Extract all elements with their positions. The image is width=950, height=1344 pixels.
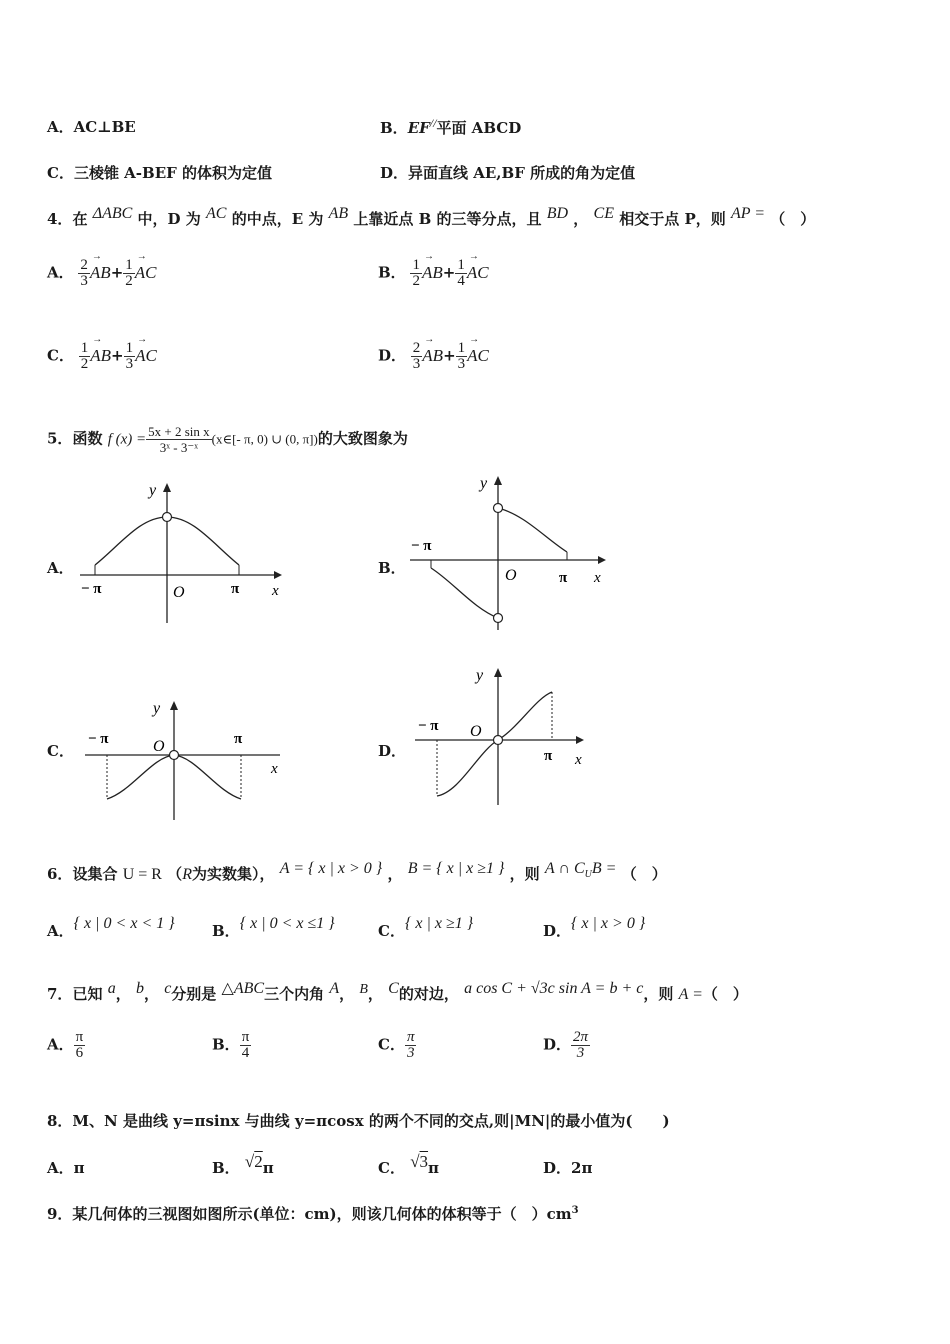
fraction	[78, 258, 90, 289]
curve	[437, 692, 552, 796]
numerator: 2π	[573, 1029, 589, 1045]
q6-math-u: U = R	[122, 866, 162, 883]
q5-fraction	[146, 424, 212, 455]
numerator: π	[75, 1029, 84, 1045]
denominator: 3	[412, 356, 421, 372]
q7-option-d-label: D．	[543, 1035, 572, 1054]
q7-option-c-label: C．	[378, 1035, 405, 1054]
q8-option-b-label: B．	[212, 1159, 240, 1177]
x-label: x	[575, 752, 582, 768]
q4-option-d[interactable]	[378, 341, 489, 372]
q7-option-b[interactable]	[212, 1030, 251, 1061]
q3-option-d-text: D．异面直线 AE,BF 所成的角为定值	[380, 164, 636, 182]
numerator: 1	[125, 340, 134, 356]
q4-text-6: 相交于点 P，则	[619, 210, 726, 228]
denominator: 3	[80, 273, 88, 289]
fraction	[455, 258, 467, 289]
x-axis-arrow	[576, 736, 584, 744]
q4-text-5: ，	[573, 210, 589, 228]
numerator: 1	[412, 257, 420, 273]
q8-option-d-label: D．	[543, 1159, 572, 1177]
q4-number: 4．	[47, 210, 73, 228]
x-label: x	[594, 570, 601, 586]
q3-option-d[interactable]	[380, 162, 635, 183]
q6-text-5: ，则	[509, 865, 540, 883]
parallel-symbol: //	[429, 116, 437, 130]
q3-option-b[interactable]	[380, 116, 521, 138]
q6-stem	[47, 860, 667, 884]
q4-option-d-label: D．	[378, 346, 407, 365]
numerator: 2	[412, 340, 421, 356]
open-point-top	[494, 504, 503, 513]
q5-graph-a[interactable]	[75, 475, 290, 630]
q4-text-7: （ ）	[770, 210, 816, 228]
q6-option-d[interactable]	[543, 912, 646, 940]
q8-option-d[interactable]	[543, 1157, 592, 1178]
fraction	[456, 341, 468, 372]
vector-ab: → AB	[422, 263, 443, 283]
pi-label: π	[559, 570, 568, 586]
q6-text-4: ，	[387, 865, 403, 883]
origin-label: O	[505, 567, 517, 584]
q4-option-a[interactable]	[47, 258, 157, 289]
q6-option-b-label: B．	[212, 922, 240, 940]
q3-option-b-label: B．	[380, 119, 408, 137]
fraction	[79, 341, 91, 372]
fraction	[411, 341, 423, 372]
q4-math-ac: AC	[206, 205, 227, 222]
curve-left	[431, 568, 498, 618]
denominator: 2	[412, 273, 420, 289]
q4-option-a-label: A．	[47, 263, 74, 282]
denominator: 2	[125, 273, 133, 289]
q4-option-b-label: B．	[378, 263, 406, 282]
q7-angle-a: A	[329, 980, 340, 997]
q5-graph-d[interactable]	[410, 660, 610, 810]
y-axis-arrow	[163, 483, 171, 492]
q7-text-1: 已知	[72, 985, 103, 1003]
q4-math-ce: CE	[593, 205, 614, 222]
denominator: 2	[80, 356, 89, 372]
numerator: π	[241, 1029, 250, 1045]
q6-option-d-label: D．	[543, 922, 572, 940]
q6-option-d-text: { x | x > 0 }	[571, 915, 646, 932]
pi-label: π	[544, 748, 553, 764]
q6-option-a[interactable]	[47, 912, 175, 940]
q8-stem: 8．M、N 是曲线 y=πsinx 与曲线 y=πcosx 的两个不同的交点,则|MN|的最小值为( )	[47, 1112, 670, 1130]
numerator: 2	[80, 257, 88, 273]
pi-label: π	[231, 581, 240, 597]
plus-sign: +	[110, 263, 124, 282]
q5-text-2: 的大致图象为	[317, 429, 408, 448]
q4-option-b[interactable]	[378, 258, 489, 289]
x-label: x	[271, 761, 278, 777]
q3-option-b-math: EF	[407, 119, 430, 137]
q3-option-c-text: C．三棱锥 A-BEF 的体积为定值	[47, 164, 273, 182]
q6-set-b: B = { x | x ≥1 }	[407, 860, 505, 877]
vector-ab: → AB	[90, 346, 111, 366]
open-point-bottom	[494, 614, 503, 623]
y-label: y	[153, 700, 161, 717]
q7-number: 7．	[47, 985, 73, 1003]
q7-math-triangle: △ABC	[221, 980, 265, 997]
q8-option-c-text: π	[428, 1159, 440, 1177]
q7-math-b: b	[135, 980, 144, 997]
neg-pi-label: − π	[88, 731, 109, 747]
denominator: 4	[241, 1045, 250, 1061]
denominator: 4	[457, 273, 465, 289]
neg-pi-label: − π	[418, 718, 439, 734]
q6-text-1: 设集合	[72, 865, 118, 883]
y-label: y	[476, 667, 484, 684]
denominator: 3	[576, 1045, 585, 1061]
y-label: y	[480, 475, 488, 492]
fraction	[405, 1030, 417, 1061]
q4-option-c[interactable]	[47, 341, 157, 372]
plus-sign: +	[443, 346, 456, 365]
q7-text-5: 三个内角	[264, 985, 325, 1003]
neg-pi-label: − π	[411, 538, 432, 554]
q3-option-a[interactable]	[47, 116, 136, 137]
q7-text-6: ，	[339, 985, 355, 1003]
origin-label: O	[173, 584, 185, 601]
q6-text-2: （	[167, 865, 183, 883]
q3-option-c[interactable]	[47, 162, 272, 183]
q6-option-c[interactable]	[378, 912, 474, 940]
q5-option-c-label[interactable]: C．	[47, 742, 74, 760]
q5-option-d-label[interactable]: D．	[378, 742, 407, 760]
q7-text-9: ，则	[643, 985, 674, 1003]
q8-option-a-label: A．	[47, 1159, 74, 1177]
x-label: x	[272, 583, 279, 599]
pi-label: π	[234, 731, 243, 747]
curve-right	[498, 508, 567, 552]
q5-option-b-label[interactable]: B．	[378, 559, 406, 577]
fraction	[124, 341, 136, 372]
q7-option-a-label: A．	[47, 1035, 74, 1054]
numerator: 1	[80, 340, 89, 356]
q7-option-d[interactable]	[543, 1030, 590, 1061]
q6-option-c-text: { x | x ≥1 }	[404, 915, 474, 932]
q8-option-b[interactable]	[212, 1152, 274, 1178]
q4-stem	[47, 205, 815, 229]
q7-option-b-label: B．	[212, 1035, 240, 1054]
y-axis-arrow	[170, 701, 178, 710]
fraction	[123, 258, 135, 289]
q4-math-ab: AB	[328, 205, 349, 222]
q7-text-8: 的对边，	[398, 985, 459, 1003]
x-axis-arrow	[598, 556, 606, 564]
q5-number: 5．	[47, 429, 73, 448]
q6-number: 6．	[47, 865, 73, 883]
q7-text-10: （ ）	[702, 985, 748, 1003]
q6-math-intersection: A ∩ C	[544, 860, 585, 877]
q6-option-a-label: A．	[47, 922, 74, 940]
vector-ac: → AC	[467, 346, 489, 366]
open-point	[494, 736, 503, 745]
q8-option-a[interactable]	[47, 1157, 85, 1178]
q9-stem	[47, 1203, 579, 1224]
q8-option-b-text: π	[262, 1159, 274, 1177]
numerator: 5x + 2 sin x	[148, 424, 210, 439]
q7-option-c[interactable]	[378, 1030, 416, 1061]
q5-graph-c[interactable]	[80, 695, 290, 825]
neg-pi-label: − π	[81, 581, 102, 597]
q7-math-answer: A =	[678, 986, 703, 1003]
origin-label: O	[470, 723, 482, 740]
q6-math-r: R	[182, 866, 192, 883]
radicand: 3	[419, 1152, 429, 1171]
q4-text-2: 中，D 为	[137, 210, 201, 228]
q7-angle-b: B	[359, 982, 368, 997]
q6-set-a: A = { x | x > 0 }	[279, 860, 383, 877]
q3-option-a-text: A．AC⊥BE	[47, 118, 136, 136]
q6-option-c-label: C．	[378, 922, 405, 940]
q8-option-c-label: C．	[378, 1159, 405, 1177]
denominator: 6	[75, 1045, 84, 1061]
q4-option-c-label: C．	[47, 346, 74, 365]
q4-text-1: 在	[72, 210, 88, 228]
open-point	[170, 751, 179, 760]
q5-domain: (x∈[- π, 0) ∪ (0, π])	[211, 431, 318, 447]
x-axis-arrow	[274, 571, 282, 579]
y-axis-arrow	[494, 476, 502, 485]
q8-option-a-text: π	[73, 1159, 85, 1177]
q7-math-a: a	[107, 980, 116, 997]
q4-math-bd: BD	[546, 205, 569, 222]
q7-angle-c: C	[388, 980, 399, 997]
sqrt-icon: √3	[410, 1152, 429, 1171]
q5-option-a-label[interactable]: A．	[47, 559, 74, 577]
denominator: 3	[406, 1045, 415, 1061]
q6-sub-u: U	[584, 869, 592, 881]
fraction	[74, 1030, 86, 1061]
q4-math-triangle: ΔABC	[92, 205, 133, 222]
q7-text-3: ，	[143, 985, 159, 1003]
numerator: 1	[125, 257, 133, 273]
q5-function-name: f (x) =	[107, 431, 147, 448]
numerator: 1	[457, 340, 466, 356]
fraction	[240, 1030, 252, 1061]
q7-stem	[47, 978, 748, 1004]
q4-math-ap: AP =	[730, 205, 766, 222]
denominator: 3ˣ - 3⁻ˣ	[159, 440, 198, 455]
q6-text-3: 为实数集），	[191, 865, 275, 883]
q9-text: 9．某几何体的三视图如图所示(单位：cm)，则该几何体的体积等于（ ）cm	[47, 1205, 572, 1223]
q9-superscript: 3	[571, 1205, 579, 1216]
denominator: 3	[125, 356, 134, 372]
vector-ab: → AB	[422, 346, 443, 366]
q7-equation: a cos C + √3c sin A = b + c	[464, 980, 644, 997]
q4-text-4: 上靠近点 B 的三等分点，且	[353, 210, 542, 228]
q7-text-7: ，	[367, 985, 383, 1003]
q6-option-a-text: { x | 0 < x < 1 }	[73, 915, 175, 932]
numerator: 1	[457, 257, 465, 273]
q7-text-2: ，	[115, 985, 131, 1003]
open-point	[163, 513, 172, 522]
radicand: 2	[254, 1152, 263, 1171]
q7-math-c: c	[164, 980, 172, 997]
q8-option-d-text: 2π	[571, 1159, 593, 1177]
origin-label: O	[153, 738, 165, 755]
fraction	[571, 1030, 590, 1061]
q7-option-a[interactable]	[47, 1030, 85, 1061]
vector-ac: → AC	[135, 346, 157, 366]
plus-sign: +	[111, 346, 124, 365]
sqrt-icon: √2	[244, 1152, 263, 1171]
q6-text-6: （ ）	[621, 865, 667, 883]
fraction	[410, 258, 422, 289]
y-axis-arrow	[494, 668, 502, 677]
denominator: 3	[457, 356, 466, 372]
q7-text-4: 分别是	[171, 985, 217, 1003]
q5-text-1: 函数	[72, 429, 103, 448]
vector-ac: → AC	[135, 263, 157, 283]
q6-math-b: B =	[591, 860, 617, 877]
q6-option-b-text: { x | 0 < x ≤1 }	[239, 915, 335, 932]
vector-ac: → AC	[467, 263, 489, 283]
vector-ab: → AB	[90, 263, 111, 283]
numerator: π	[406, 1029, 415, 1045]
y-label: y	[149, 482, 157, 499]
q8-option-c[interactable]	[378, 1152, 440, 1178]
plus-sign: +	[442, 263, 456, 282]
q4-text-3: 的中点，E 为	[231, 210, 324, 228]
q5-graph-b[interactable]	[405, 470, 615, 640]
q3-option-b-text: 平面 ABCD	[436, 119, 522, 137]
q5-stem	[47, 424, 408, 455]
q6-option-b[interactable]	[212, 912, 335, 940]
